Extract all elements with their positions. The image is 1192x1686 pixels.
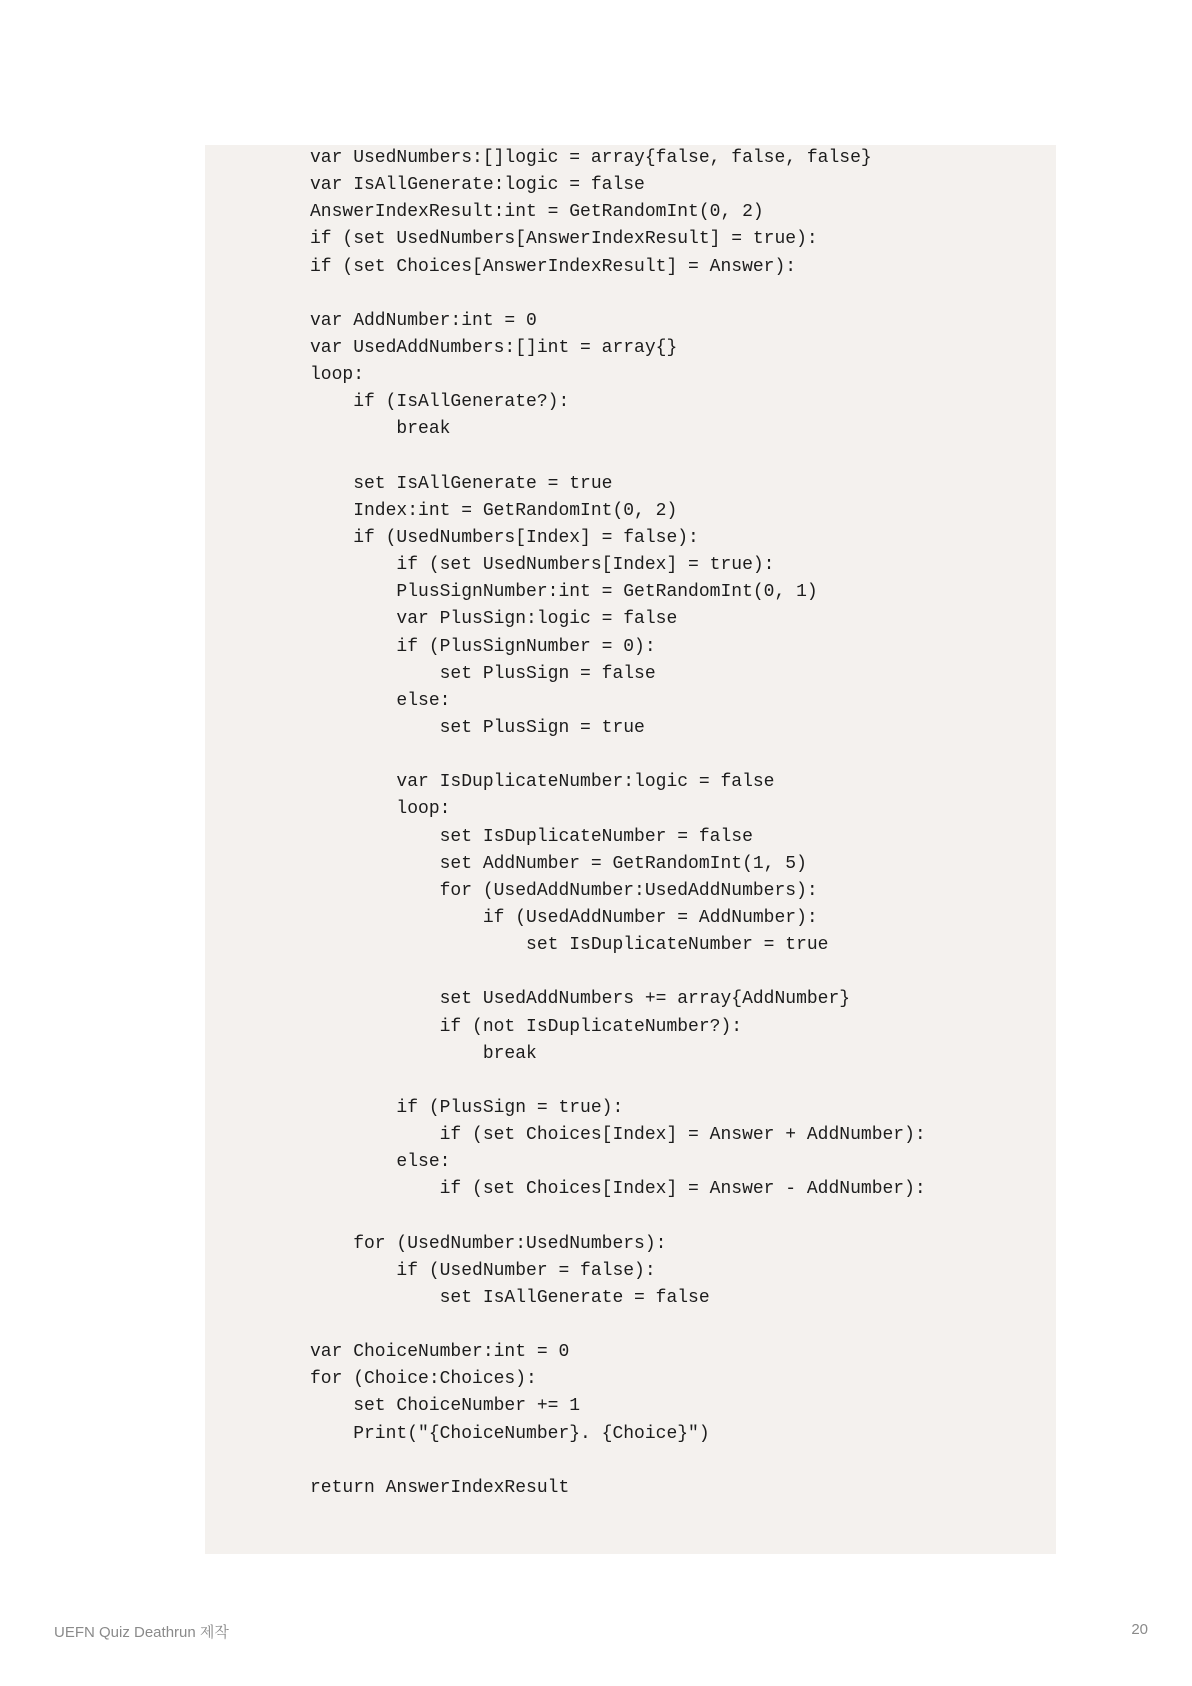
code-line: var ChoiceNumber:int = 0 <box>310 1342 570 1363</box>
code-line: set IsDuplicateNumber = true <box>310 935 829 956</box>
footer-document-title: UEFN Quiz Deathrun 제작 <box>54 1624 229 1641</box>
code-line <box>310 1203 1056 1230</box>
code-line: set PlusSign = false <box>310 663 656 684</box>
code-line: set ChoiceNumber += 1 <box>310 1396 581 1417</box>
code-line: set IsDuplicateNumber = false <box>310 826 753 847</box>
footer-page-number: 20 <box>1131 1621 1148 1638</box>
code-line: PlusSignNumber:int = GetRandomInt(0, 1) <box>310 582 818 603</box>
code-line: AnswerIndexResult:int = GetRandomInt(0, 2) <box>310 202 764 223</box>
code-line: if (set UsedNumbers[AnswerIndexResult] = true): <box>310 229 818 250</box>
code-line: if (set Choices[AnswerIndexResult] = Answer): <box>310 256 797 277</box>
code-line: return AnswerIndexResult <box>310 1477 570 1498</box>
code-line: set IsAllGenerate = false <box>310 1287 710 1308</box>
code-line <box>310 281 1056 308</box>
code-line: loop: <box>310 799 451 820</box>
code-line <box>310 1312 1056 1339</box>
code-line: if (set Choices[Index] = Answer + AddNumber): <box>310 1125 926 1146</box>
code-line: Print("{ChoiceNumber}. {Choice}") <box>310 1423 710 1444</box>
code-line: var UsedAddNumbers:[]int = array{} <box>310 337 678 358</box>
code-line: if (not IsDuplicateNumber?): <box>310 1016 743 1037</box>
code-line: for (Choice:Choices): <box>310 1369 537 1390</box>
code-line <box>310 1068 1056 1095</box>
code-line: if (IsAllGenerate?): <box>310 392 570 413</box>
code-line: if (set Choices[Index] = Answer - AddNumber): <box>310 1179 926 1200</box>
code-line: if (UsedAddNumber = AddNumber): <box>310 907 818 928</box>
code-line: for (UsedAddNumber:UsedAddNumbers): <box>310 880 818 901</box>
code-line: var AddNumber:int = 0 <box>310 310 537 331</box>
code-line: if (PlusSignNumber = 0): <box>310 636 656 657</box>
code-line: var UsedNumbers:[]logic = array{false, false, false} <box>310 148 872 168</box>
code-line <box>310 444 1056 471</box>
code-line: break <box>310 419 451 440</box>
code-line: set PlusSign = true <box>310 717 645 738</box>
code-line: break <box>310 1043 537 1064</box>
code-line: else: <box>310 1152 451 1173</box>
code-line: if (UsedNumbers[Index] = false): <box>310 527 699 548</box>
code-block <box>205 145 1056 1554</box>
code-line <box>310 959 1056 986</box>
code-line: var IsDuplicateNumber:logic = false <box>310 772 775 793</box>
code-line: if (PlusSign = true): <box>310 1097 624 1118</box>
code-line: var PlusSign:logic = false <box>310 609 678 630</box>
code-line: set IsAllGenerate = true <box>310 473 613 494</box>
code-line: set UsedAddNumbers += array{AddNumber} <box>310 989 851 1010</box>
code-line: loop: <box>310 365 365 386</box>
code-line: for (UsedNumber:UsedNumbers): <box>310 1233 667 1254</box>
code-line <box>310 1448 1056 1475</box>
code-line <box>310 742 1056 769</box>
code-line: if (set UsedNumbers[Index] = true): <box>310 555 775 576</box>
code-line: set AddNumber = GetRandomInt(1, 5) <box>310 853 807 874</box>
code-line: else: <box>310 690 451 711</box>
code-line: var IsAllGenerate:logic = false <box>310 175 645 196</box>
code-line: if (UsedNumber = false): <box>310 1260 656 1281</box>
code-line: Index:int = GetRandomInt(0, 2) <box>310 500 678 521</box>
code-lines <box>310 145 1056 1502</box>
